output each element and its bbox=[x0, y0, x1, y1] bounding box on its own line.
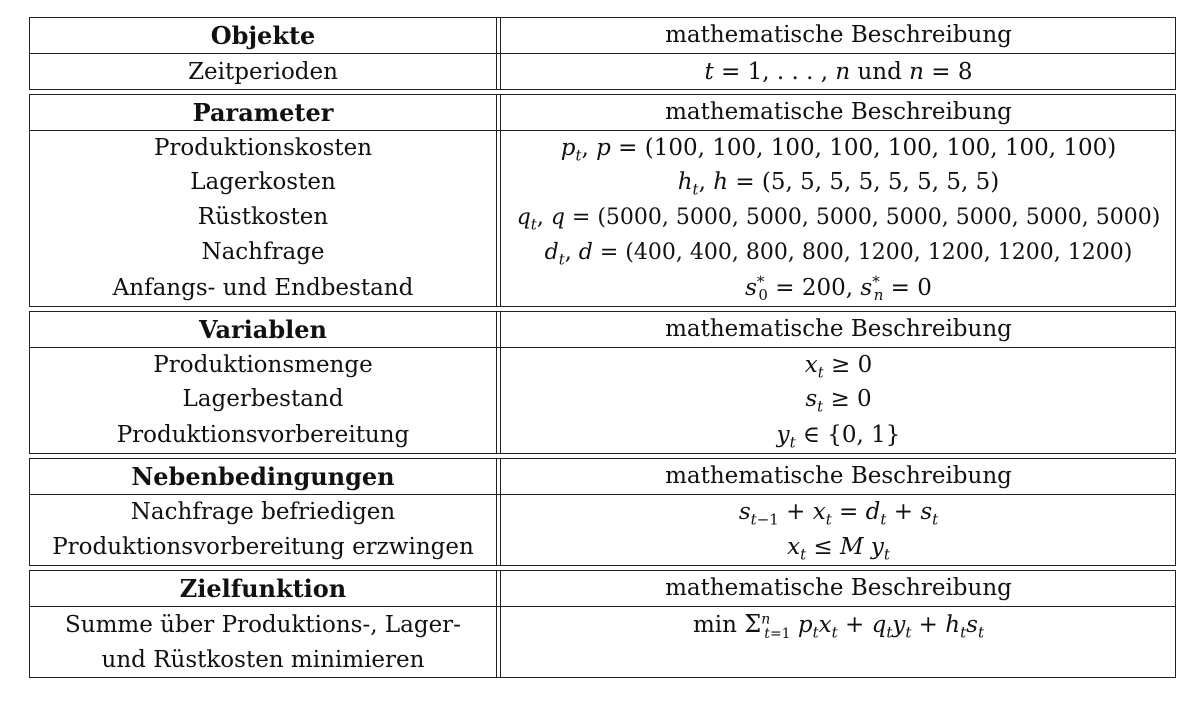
row-formula: $x_t \ge 0$ bbox=[804, 352, 873, 382]
header-row bbox=[30, 459, 1175, 494]
header-row bbox=[30, 312, 1175, 347]
row-formula: $y_t$ ∈ {0, 1} bbox=[776, 421, 901, 452]
row-label: Anfangs- und Endbestand bbox=[112, 274, 414, 301]
row-formula: $x_t \le M$ $y_t$ bbox=[787, 533, 890, 564]
header-row bbox=[30, 18, 1175, 53]
header-left: Variablen bbox=[199, 315, 327, 344]
row-label: Lagerbestand bbox=[182, 386, 344, 412]
row-label: Nachfrage bbox=[201, 239, 325, 265]
row-label-line1: Summe über Produktions-, Lager- bbox=[65, 611, 461, 638]
header-right: mathematische Beschreibung bbox=[665, 575, 1012, 601]
header-right: mathematische Beschreibung bbox=[665, 99, 1012, 125]
section-nebenbedingungen bbox=[29, 458, 1176, 566]
row-formula: $\min \Sigma^n_{t=1}$ $p_tx_t + q_ty_t + h_ts_t$ bbox=[693, 610, 984, 642]
row-formula: $s_t \ge 0$ bbox=[805, 386, 872, 416]
table-row bbox=[30, 606, 1175, 678]
header-row bbox=[30, 95, 1175, 130]
table-row bbox=[30, 130, 1175, 166]
table-row bbox=[30, 347, 1175, 383]
row-formula: $p_t$, p = (100, 100, 100, 100, 100, 100, 100, 100) bbox=[560, 135, 1117, 165]
row-label bbox=[30, 607, 496, 678]
table-row bbox=[30, 53, 1175, 90]
row-label-line2: und Rüstkosten minimieren bbox=[101, 646, 425, 673]
row-formula: $q_t$, q = (5000, 5000, 5000, 5000, 5000, 5000, 5000, 5000) bbox=[516, 205, 1161, 234]
row-formula: $h_t$, h = (5, 5, 5, 5, 5, 5, 5, 5) bbox=[677, 169, 1000, 199]
table-row bbox=[30, 270, 1175, 306]
header-left: Parameter bbox=[192, 98, 334, 127]
table-row bbox=[30, 165, 1175, 200]
header-left: Zielfunktion bbox=[179, 574, 347, 603]
row-label: Zeitperioden bbox=[188, 58, 338, 85]
section-parameter bbox=[29, 94, 1176, 307]
row-label: Lagerkosten bbox=[190, 169, 336, 195]
row-formula: $d_t$, d = (400, 400, 800, 800, 1200, 1200, 1200, 1200) bbox=[544, 240, 1133, 269]
row-formula: $s^*_0 = 200$, $s^*_n = 0$ bbox=[745, 271, 932, 305]
table-row bbox=[30, 417, 1175, 453]
header-right: mathematische Beschreibung bbox=[665, 463, 1012, 489]
row-label: Rüstkosten bbox=[197, 204, 329, 230]
table-row bbox=[30, 235, 1175, 270]
header-left: Objekte bbox=[210, 21, 316, 50]
row-label: Nachfrage befriedigen bbox=[130, 499, 396, 525]
section-variablen bbox=[29, 311, 1176, 454]
table-row bbox=[30, 200, 1175, 235]
table-row bbox=[30, 382, 1175, 417]
section-zielfunktion bbox=[29, 570, 1176, 678]
section-objekte bbox=[29, 17, 1176, 90]
header-right: mathematische Beschreibung bbox=[665, 316, 1012, 342]
header-left: Nebenbedingungen bbox=[131, 462, 395, 491]
row-formula: $s_{t-1} + x_t = d_t + s_t$ bbox=[738, 499, 939, 529]
row-label: Produktionskosten bbox=[153, 135, 373, 161]
table-row bbox=[30, 529, 1175, 565]
row-label: Produktionsvorbereitung erzwingen bbox=[52, 533, 474, 560]
table-row bbox=[30, 494, 1175, 530]
row-label: Produktionsvorbereitung bbox=[116, 421, 410, 448]
header-row bbox=[30, 571, 1175, 606]
header-right: mathematische Beschreibung bbox=[665, 22, 1012, 48]
row-formula: t = 1, . . . , n und n = 8 bbox=[704, 58, 973, 85]
row-label: Produktionsmenge bbox=[153, 352, 373, 378]
